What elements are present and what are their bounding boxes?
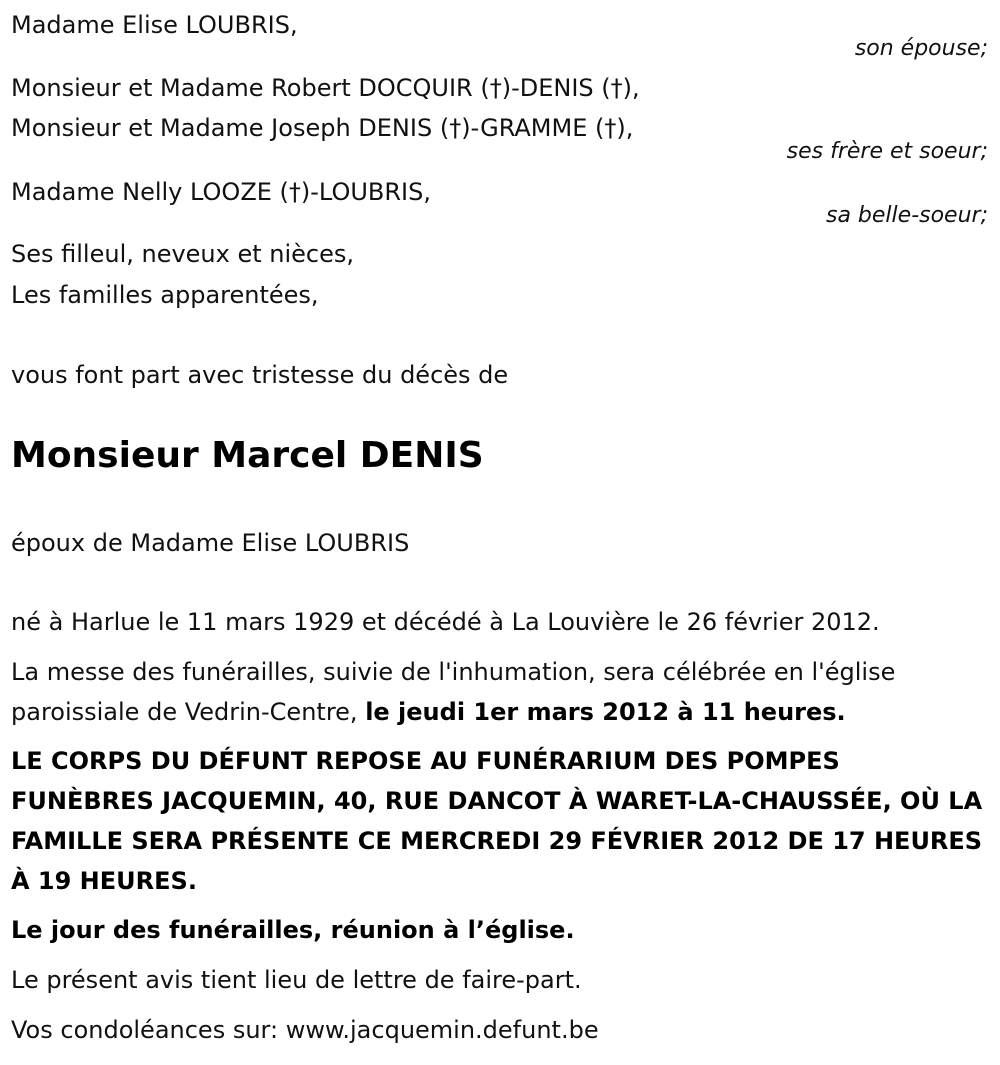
sibling-1: Monsieur et Madame Robert DOCQUIR (†)-DENIS (†),: [11, 74, 640, 102]
spouse-of-line: époux de Madame Elise LOUBRIS: [11, 529, 410, 557]
mass-line-2: [11, 697, 846, 727]
meeting-notice: Le jour des funérailles, réunion à l’église.: [11, 916, 575, 944]
condolences-link[interactable]: Vos condoléances sur: www.jacquemin.defunt.be: [11, 1016, 599, 1044]
spouse-role: son épouse;: [854, 36, 988, 61]
sister-in-law-role: sa belle-soeur;: [826, 203, 988, 228]
spouse-name: Madame Elise LOUBRIS,: [11, 11, 298, 39]
mass-date-time: le jeudi 1er mars 2012 à 11 heures.: [365, 698, 846, 726]
deceased-name: Monsieur Marcel DENIS: [11, 435, 484, 476]
birth-death-line: né à Harlue le 11 mars 1929 et décédé à La Louvière le 26 février 2012.: [11, 608, 880, 636]
related-families-line: Les familles apparentées,: [11, 281, 319, 309]
announcement-intro: vous font part avec tristesse du décès de: [11, 361, 509, 389]
letter-notice: Le présent avis tient lieu de lettre de faire-part.: [11, 966, 582, 994]
mass-location-text: paroissiale de Vedrin-Centre,: [11, 698, 366, 726]
mass-line-1: La messe des funérailles, suivie de l'inhumation, sera célébrée en l'église: [11, 658, 896, 686]
godchildren-line: Ses filleul, neveux et nièces,: [11, 240, 355, 268]
sibling-2: Monsieur et Madame Joseph DENIS (†)-GRAMME (†),: [11, 114, 634, 142]
sister-in-law-name: Madame Nelly LOOZE (†)-LOUBRIS,: [11, 178, 431, 206]
siblings-role: ses frère et soeur;: [786, 139, 988, 164]
funeral-home-notice: LE CORPS DU DÉFUNT REPOSE AU FUNÉRARIUM DES POMPES FUNÈBRES JACQUEMIN, 40, RUE DANCOT À WARET-LA-CHAUSSÉE, OÙ LA FAMILLE SERA PRÉSENTE CE MERCREDI 29 FÉVRIER 2012 DE 17 HEURES À 19 HEURES.: [11, 747, 983, 895]
